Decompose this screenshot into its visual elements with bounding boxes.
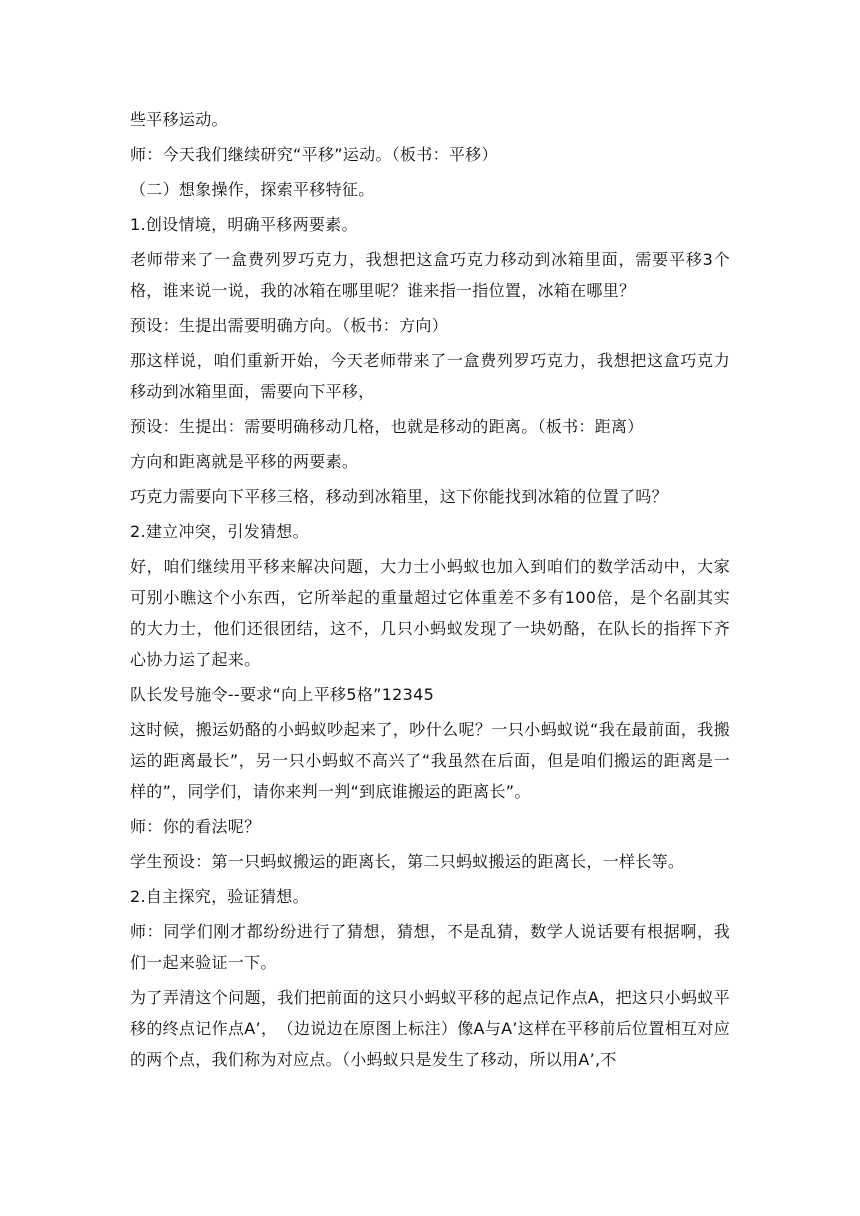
subsection-heading: 2.建立冲突，引发猜想。	[130, 522, 309, 541]
paragraph: 师：今天我们继续研究“平移”运动。（板书：平移）	[130, 145, 498, 164]
paragraph: 师：你的看法呢？	[130, 817, 261, 836]
section-heading: （二）想象操作，探索平移特征。	[130, 180, 375, 199]
subsection-heading: 1.创设情境，明确平移两要素。	[130, 215, 358, 234]
paragraph: 预设：生提出需要明确方向。（板书：方向）	[130, 316, 449, 335]
paragraph: 师：同学们刚才都纷纷进行了猜想，猜想，不是乱猜，数学人说话要有根据啊，我们一起来验证一下。	[130, 922, 730, 972]
document-page	[130, 104, 730, 1079]
paragraph: 巧克力需要向下平移三格，移动到冰箱里，这下你能找到冰箱的位置了吗？	[130, 487, 668, 506]
paragraph: 方向和距离就是平移的两要素。	[130, 452, 359, 471]
paragraph: 这时候，搬运奶酪的小蚂蚁吵起来了，吵什么呢？一只小蚂蚁说“我在最前面，我搬运的距离最长”，另一只小蚂蚁不高兴了“我虽然在后面，但是咱们搬运的距离是一样的”，同学们，请你来判一判“到底谁搬运的距离长”。	[130, 720, 730, 801]
paragraph: 学生预设：第一只蚂蚁搬运的距离长，第二只蚂蚁搬运的距离长，一样长等。	[130, 852, 685, 871]
paragraph: 队长发号施令--要求“向上平移5格”12345	[130, 685, 435, 704]
paragraph: 些平移运动。	[130, 110, 228, 129]
paragraph: 老师带来了一盒费列罗巧克力，我想把这盒巧克力移动到冰箱里面，需要平移3个格，谁来说一说，我的冰箱在哪里呢？谁来指一指位置，冰箱在哪里？	[130, 250, 730, 300]
paragraph: 为了弄清这个问题，我们把前面的这只小蚂蚁平移的起点记作点A，把这只小蚂蚁平移的终点记作点A’， （边说边在原图上标注）像A与A’这样在平移前后位置相互对应的两个点，我们称为对应点。（小蚂蚁只是发生了移动，所以用A’,不	[130, 988, 730, 1069]
paragraph: 那这样说，咱们重新开始，今天老师带来了一盒费列罗巧克力，我想把这盒巧克力移动到冰箱里面，需要向下平移，	[130, 351, 730, 401]
paragraph: 预设：生提出：需要明确移动几格，也就是移动的距离。（板书：距离）	[130, 417, 644, 436]
subsection-heading: 2.自主探究，验证猜想。	[130, 887, 309, 906]
paragraph: 好，咱们继续用平移来解决问题，大力士小蚂蚁也加入到咱们的数学活动中，大家可别小瞧这个小东西，它所举起的重量超过它体重差不多有100倍，是个名副其实的大力士，他们还很团结，这不，几只小蚂蚁发现了一块奶酪，在队长的指挥下齐心协力运了起来。	[130, 557, 730, 669]
